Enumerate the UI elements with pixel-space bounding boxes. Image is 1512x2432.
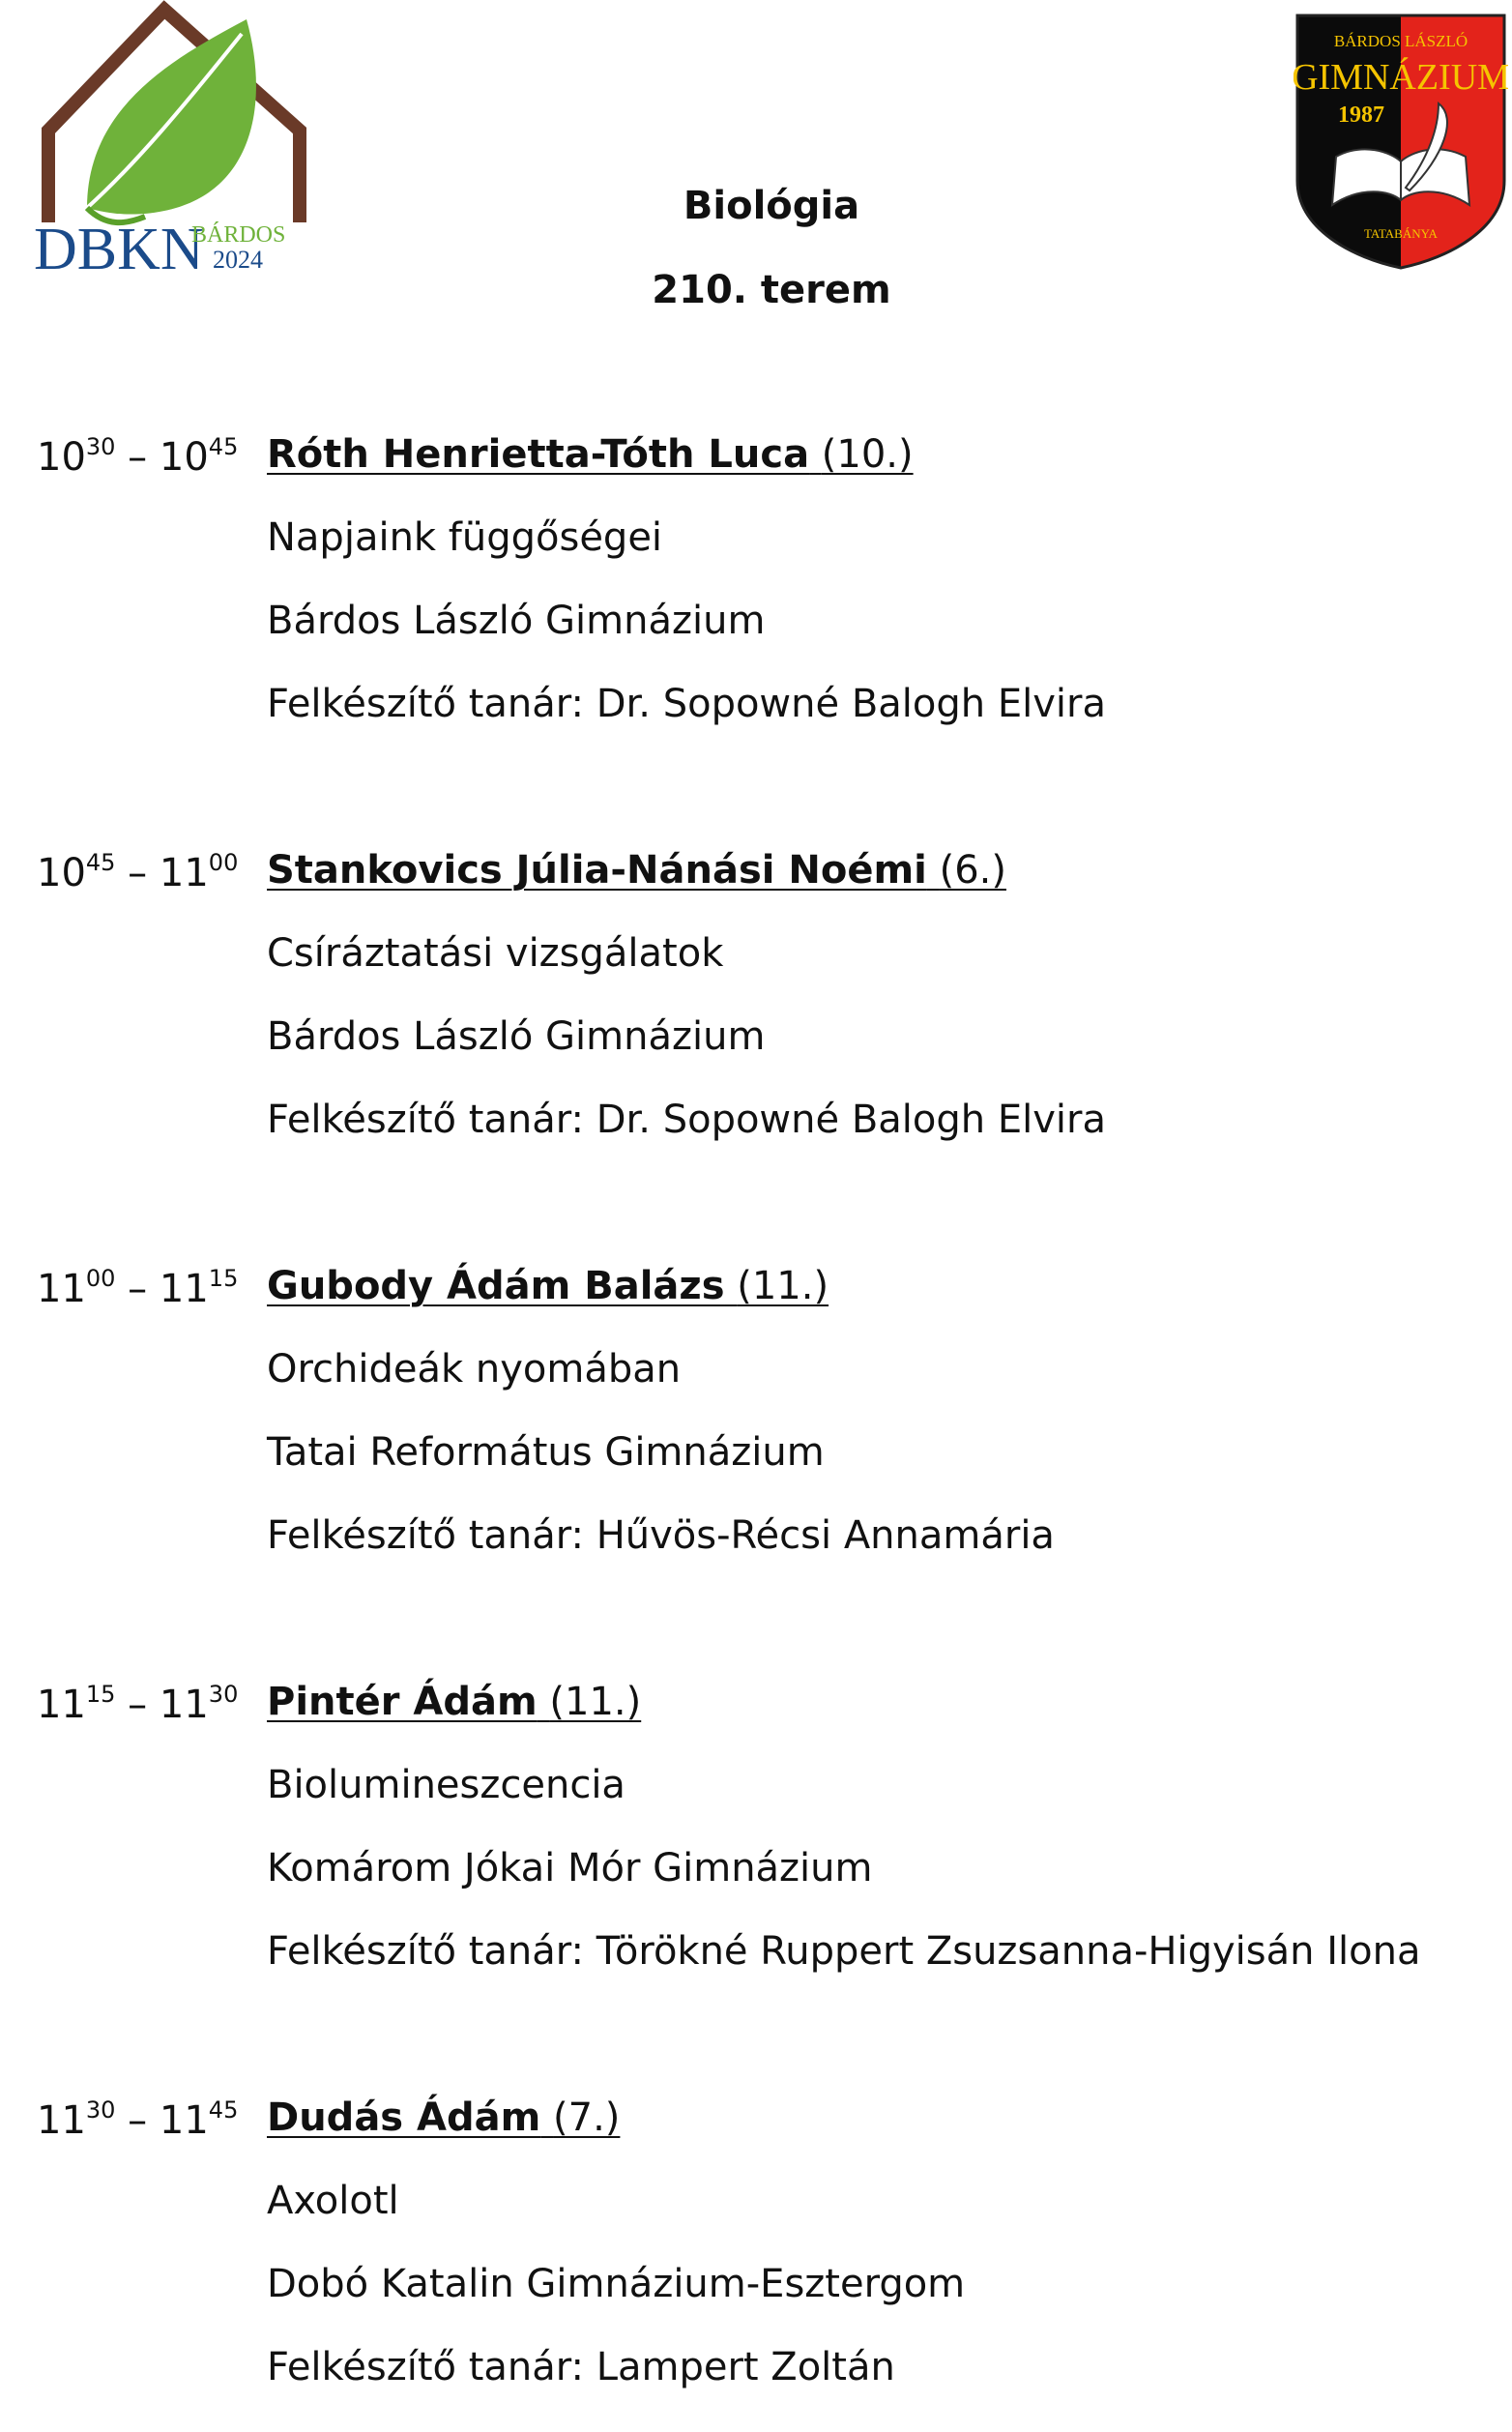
presenter-name: Stankovics Júlia-Nánási Noémi [267,848,927,893]
end-minute: 30 [208,1681,239,1708]
start-minute: 30 [85,433,116,460]
dbkn-logo [29,0,309,280]
teacher-line: Felkészítő tanár: Hűvös-Récsi Annamária [267,1513,1055,1558]
slot-details [267,432,1106,768]
end-minute: 45 [208,2096,239,2124]
presenter-line [267,2095,965,2140]
dbkn-text: DBKN [34,217,204,280]
presentation-title: Orchideák nyomában [267,1347,682,1392]
time-dash: – [128,1267,148,1311]
school-name: Tatai Református Gimnázium [267,1430,825,1475]
time-dash: – [128,2098,148,2143]
start-minute: 45 [85,849,116,876]
start-hour: 11 [37,1683,86,1727]
bardos-text: BÁRDOS [191,222,286,248]
end-hour: 11 [159,1683,209,1727]
presenter-line [267,1680,1420,1724]
teacher-line: Felkészítő tanár: Törökné Ruppert Zsuzsanna-Higyisán Ilona [267,1929,1421,1974]
presentation-title: Biolumineszcencia [267,1763,625,1807]
time-range [37,851,238,895]
presentation-title: Csíráztatási vizsgálatok [267,931,724,976]
start-minute: 30 [85,2096,116,2124]
gimnazium-shield-logo [1294,12,1508,273]
presentation-title: Napjaink függőségei [267,515,663,560]
start-hour: 10 [37,435,86,480]
time-range [37,2098,238,2143]
shield-top-text: BÁRDOS LÁSZLÓ [1333,32,1468,50]
presenter-line [267,848,1106,893]
start-minute: 15 [85,1681,116,1708]
presenter-name: Dudás Ádám [267,2095,541,2140]
school-name: Bárdos László Gimnázium [267,1014,766,1059]
room-title: 210. terem [652,268,891,312]
presenter-name: Pintér Ádám [267,1680,538,1724]
time-dash: – [128,1683,148,1727]
end-hour: 11 [159,2098,209,2143]
subject-title: Biológia [683,184,860,228]
teacher-line: Felkészítő tanár: Lampert Zoltán [267,2345,895,2389]
teacher-line: Felkészítő tanár: Dr. Sopowné Balogh Elvira [267,682,1106,726]
presenter-name: Róth Henrietta-Tóth Luca [267,432,810,477]
start-minute: 00 [85,1265,116,1292]
slot-details [267,2095,966,2431]
presenter-grade: (6.) [939,848,1006,893]
end-minute: 45 [208,433,239,460]
time-range [37,1683,238,1727]
year-text: 2024 [213,246,263,274]
presentation-title: Axolotl [267,2179,399,2223]
end-hour: 10 [159,435,209,480]
end-hour: 11 [159,851,209,895]
time-range [37,1267,238,1311]
time-range [37,435,238,480]
presenter-line [267,432,1106,477]
start-hour: 11 [37,1267,86,1311]
time-dash: – [128,435,148,480]
presenter-grade: (10.) [821,432,914,477]
shield-year-text: 1987 [1338,103,1384,128]
school-name: Komárom Jókai Mór Gimnázium [267,1846,873,1890]
start-hour: 11 [37,2098,86,2143]
presenter-grade: (11.) [549,1680,642,1724]
school-name: Bárdos László Gimnázium [267,599,766,643]
end-minute: 15 [208,1265,239,1292]
slot-details [267,848,1106,1184]
end-minute: 00 [208,849,239,876]
presenter-grade: (7.) [553,2095,621,2140]
presenter-grade: (11.) [737,1264,829,1308]
shield-main-text: GIMNÁZIUM [1294,57,1508,98]
end-hour: 11 [159,1267,209,1311]
teacher-line: Felkészítő tanár: Dr. Sopowné Balogh Elvira [267,1098,1106,1142]
shield-bottom-text: TATABÁNYA [1364,226,1438,241]
school-name: Dobó Katalin Gimnázium-Esztergom [267,2262,966,2306]
presenter-name: Gubody Ádám Balázs [267,1264,725,1308]
presenter-line [267,1264,1055,1308]
start-hour: 10 [37,851,86,895]
slot-details [267,1680,1421,2015]
time-dash: – [128,851,148,895]
slot-details [267,1264,1055,1599]
